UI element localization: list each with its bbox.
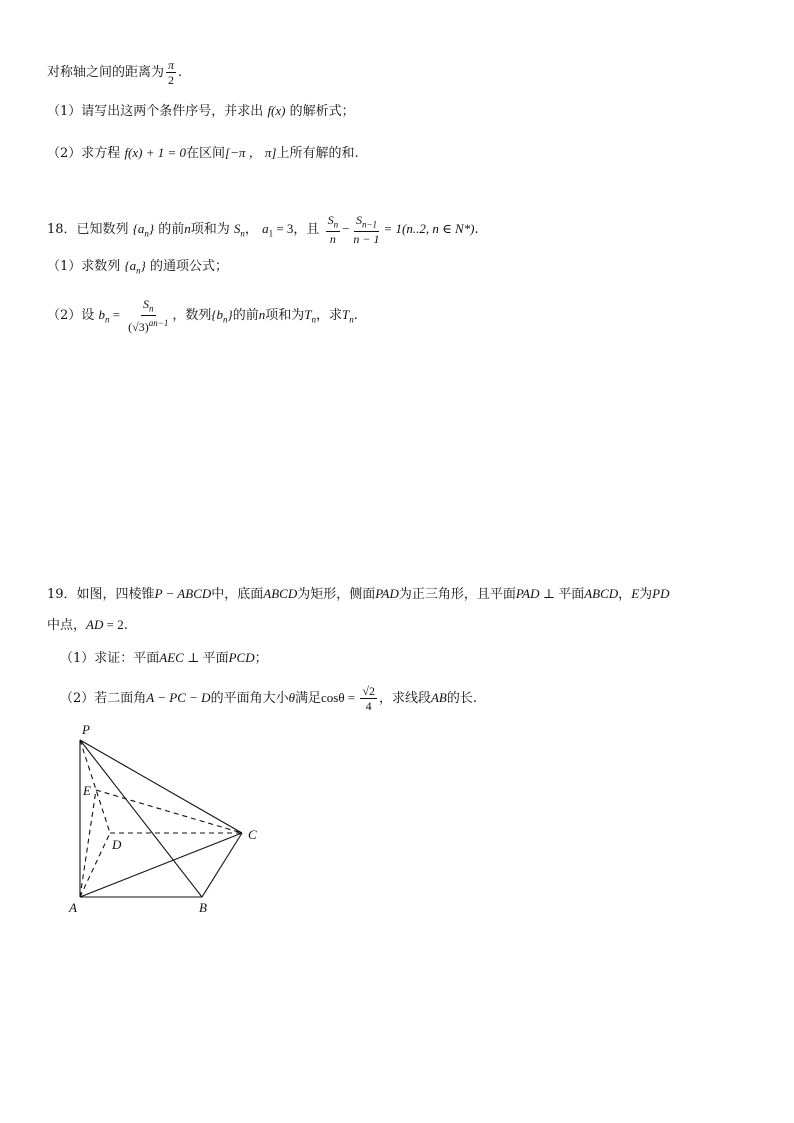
- q17-line0: 对称轴之间的距离为 $\frac{\pi}{2}$ .: [47, 58, 183, 87]
- edge-BC: [202, 833, 242, 897]
- sqrt2-over-4-fraction: $\frac{√2}{4}$: [362, 684, 375, 713]
- edge-AC: [80, 833, 242, 897]
- edge-AE: [80, 790, 96, 897]
- label-D: D: [112, 837, 122, 852]
- pyramid-figure: [60, 720, 300, 920]
- q18-part1: （1）求数列 $\{a_n\}$ 的通项公式；: [47, 258, 228, 276]
- label-P: P: [82, 722, 90, 737]
- q18-stem: 18．已知数列 $\{a_n\}$ 的前n项和为 $S_n$， $a_1 = 3$，且 $\frac{S_n}{n}$ − $\frac{S_{n-1}}{n - 1}$ = 1(n..2, n ∈ N*).: [47, 213, 479, 247]
- pi-over-2-fraction: $\frac{\pi}{2}$: [168, 58, 175, 87]
- label-E: E: [83, 783, 91, 798]
- q19-stem-line1: 19．如图，四棱锥P − ABCD中，底面ABCD为矩形，侧面PAD为正三角形，且平面PAD ⊥ 平面ABCD，E为PD: [47, 586, 670, 602]
- edge-PC: [80, 740, 242, 833]
- label-A: A: [69, 900, 77, 915]
- q19-part1: （1）求证：平面AEC ⊥ 平面PCD；: [60, 650, 268, 666]
- q17-part1: （1）请写出这两个条件序号，并求出 f(x) 的解析式；: [47, 103, 355, 119]
- q17-part2: （2）求方程 f(x) + 1 = 0在区间[−π ， π]上所有解的和.: [47, 145, 359, 161]
- edge-EC: [96, 790, 242, 833]
- s-n-minus-1-fraction: $\frac{S_{n-1}}{n - 1}$: [353, 213, 380, 247]
- label-B: B: [199, 900, 207, 915]
- b-n-fraction: $\frac{S_n}{(√3)^{an-1}}$: [128, 297, 169, 335]
- s-n-over-n-fraction: $\frac{S_n}{n}$: [327, 213, 339, 247]
- q19-part2: （2）若二面角A − PC − D的平面角大小θ满足cosθ = $\frac{√2}{4}$ ，求线段AB的长.: [60, 684, 478, 713]
- q18-part2: （2）设 $b_n$ = $\frac{S_n}{(√3)^{an-1}}$ ，数列$\{b_n\}$的前n项和为$T_n$，求$T_n$.: [47, 297, 358, 335]
- q19-stem-line2: 中点，AD = 2.: [47, 617, 128, 633]
- label-C: C: [248, 827, 257, 842]
